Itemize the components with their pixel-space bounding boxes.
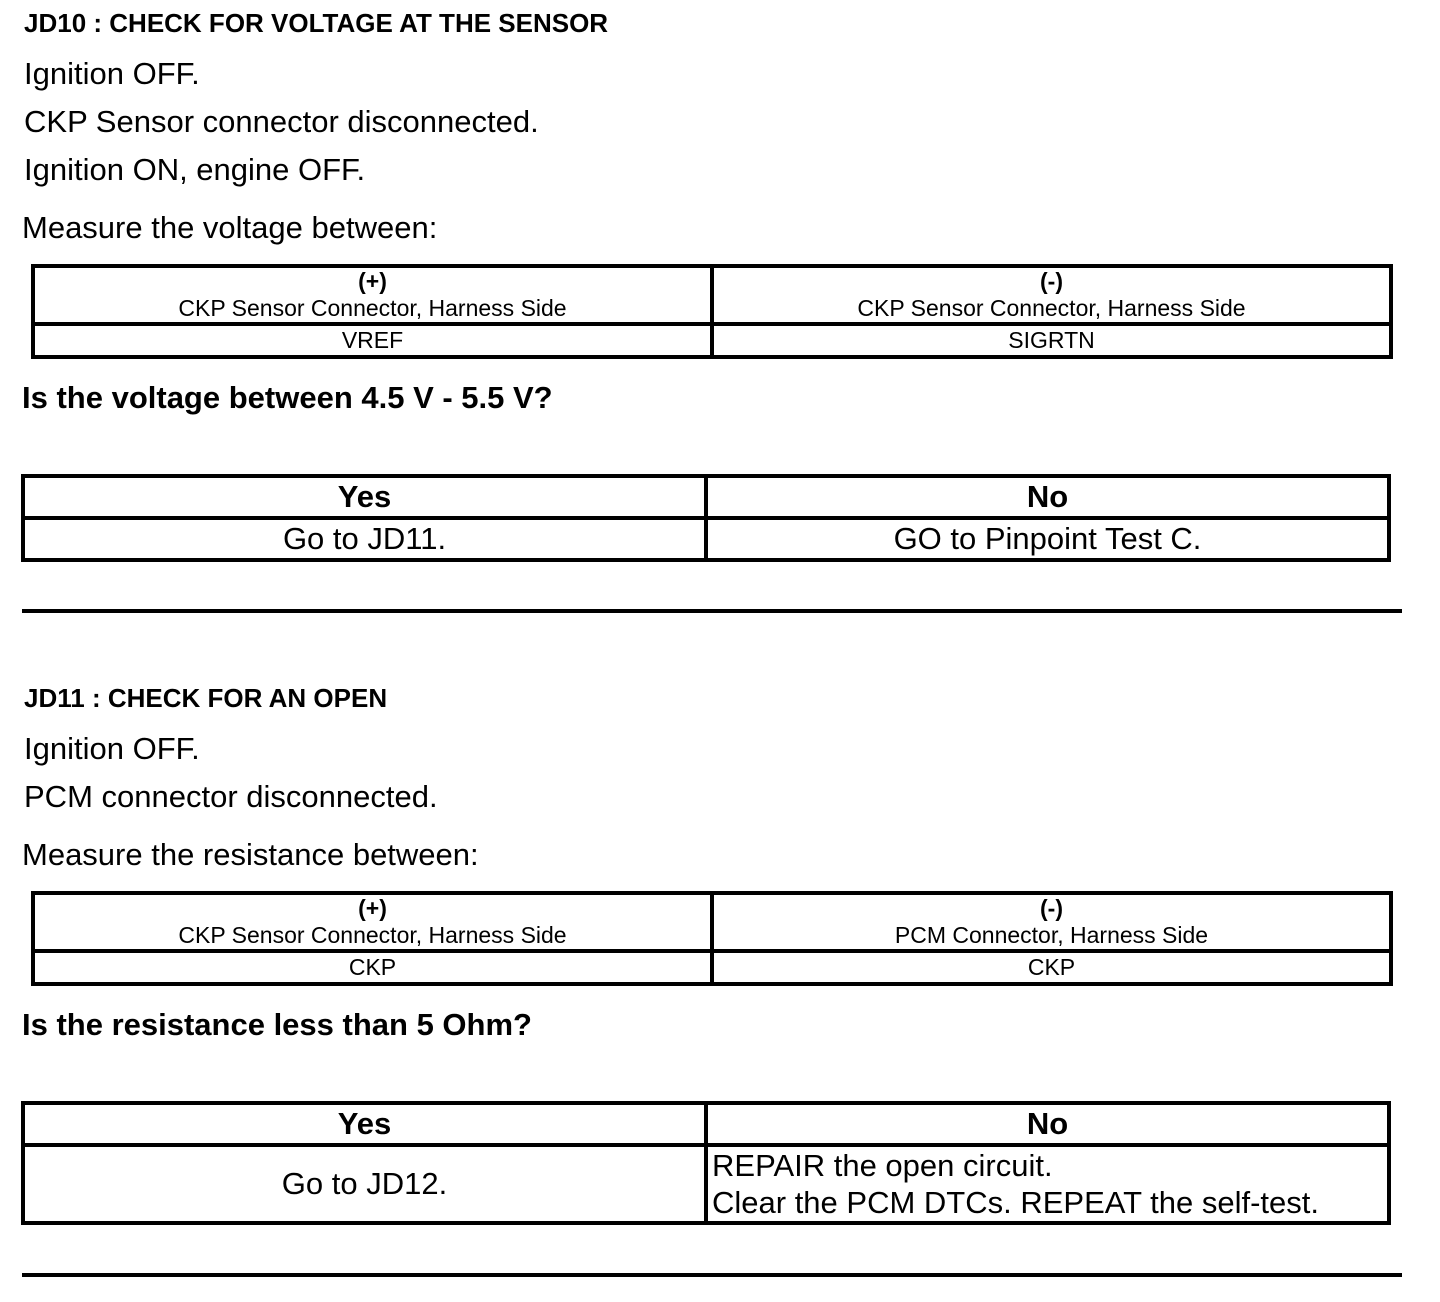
minus-connector-label: CKP Sensor Connector, Harness Side [857,295,1246,321]
minus-sign: (-) [1040,268,1063,294]
question-text: Is the resistance less than 5 Ohm? [22,1007,532,1042]
plus-sign: (+) [358,268,387,294]
no-action-line: Clear the PCM DTCs. REPEAT the self-test. [712,1185,1319,1220]
plus-column-header [33,893,712,951]
result-table-jd10 [21,474,1391,562]
voltage-measurement-table [31,264,1393,359]
step-text: Ignition OFF. [24,56,200,91]
no-header: No [706,476,1389,518]
plus-connector-label: CKP Sensor Connector, Harness Side [178,922,567,948]
plus-pin-value: VREF [33,324,712,357]
yes-header: Yes [23,1103,706,1145]
section-divider [22,609,1402,613]
step-text: CKP Sensor connector disconnected. [24,104,539,139]
yes-action: Go to JD12. [23,1145,706,1223]
no-action: GO to Pinpoint Test C. [706,518,1389,560]
no-action-line: REPAIR the open circuit. [712,1148,1053,1183]
no-action [706,1145,1389,1223]
resistance-measurement-table [31,891,1393,986]
minus-column-header [712,893,1391,951]
minus-pin-value: SIGRTN [712,324,1391,357]
step-text: Ignition ON, engine OFF. [24,152,366,187]
result-table-jd11 [21,1101,1391,1225]
section-divider [22,1273,1402,1277]
minus-sign: (-) [1040,895,1063,921]
plus-sign: (+) [358,895,387,921]
minus-column-header [712,266,1391,324]
question-text: Is the voltage between 4.5 V - 5.5 V? [22,380,553,415]
plus-pin-value: CKP [33,951,712,984]
step-text: Ignition OFF. [24,731,200,766]
minus-connector-label: PCM Connector, Harness Side [894,922,1209,948]
yes-action: Go to JD11. [23,518,706,560]
yes-header: Yes [23,476,706,518]
measure-intro: Measure the voltage between: [22,210,438,245]
minus-pin-value: CKP [712,951,1391,984]
section-heading-jd11: JD11 : CHECK FOR AN OPEN [24,683,388,713]
no-header: No [706,1103,1389,1145]
measure-intro: Measure the resistance between: [22,837,479,872]
section-heading-jd10: JD10 : CHECK FOR VOLTAGE AT THE SENSOR [24,8,609,38]
step-text: PCM connector disconnected. [24,779,438,814]
plus-column-header [33,266,712,324]
plus-connector-label: CKP Sensor Connector, Harness Side [178,295,567,321]
